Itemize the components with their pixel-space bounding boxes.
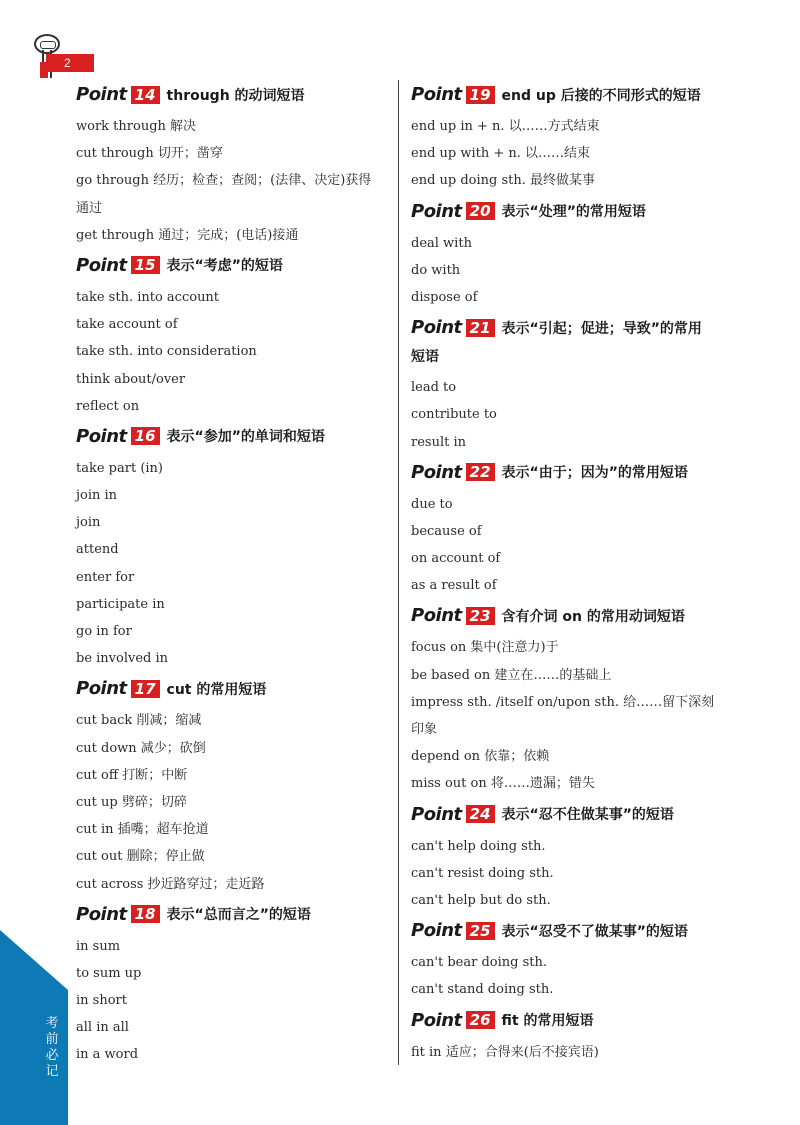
point-heading [411, 81, 731, 108]
point-title: 含有介词 on 的常用动词短语 [501, 608, 685, 625]
phrase-entry: take sth. into consideration [76, 344, 257, 360]
point-label: Point [411, 461, 462, 483]
point-label: Point [411, 803, 462, 825]
point-title: 表示“引起；促进；导致”的常用 [501, 320, 702, 337]
point-title: 表示“考虑”的短语 [166, 258, 283, 275]
phrase-entry: cut off 打断；中断 [76, 767, 188, 783]
point-number-badge: 18 [131, 905, 160, 923]
point-number-badge: 23 [466, 607, 495, 625]
phrase-entry: in sum [76, 938, 121, 954]
phrase-entry: due to [411, 496, 453, 512]
side-tab-label: 考前必记 [45, 1016, 59, 1079]
phrase-entry: 通过 [76, 200, 103, 216]
phrase-entry: end up with + n. 以……结束 [411, 146, 591, 162]
phrase-entry: cut up 劈碎；切碎 [76, 794, 187, 810]
point-heading [411, 801, 731, 828]
phrase-entry: can't resist doing sth. [411, 865, 554, 881]
point-title: through 的动词短语 [166, 87, 305, 104]
phrase-entry: be based on 建立在……的基础上 [411, 667, 612, 683]
point-number-badge: 25 [466, 922, 495, 940]
point-heading [76, 675, 394, 702]
point-label: Point [411, 1009, 462, 1031]
point-number-badge: 15 [131, 256, 160, 274]
point-label: Point [76, 254, 127, 276]
phrase-entry: contribute to [411, 407, 497, 423]
point-heading [76, 423, 394, 450]
point-number-badge: 19 [466, 86, 495, 104]
point-number-badge: 21 [466, 319, 495, 337]
point-heading [76, 252, 394, 279]
point-title: 表示“忍受不了做某事”的短语 [501, 923, 688, 940]
phrase-entry: on account of [411, 551, 501, 567]
phrase-entry: end up doing sth. 最终做某事 [411, 173, 596, 189]
phrase-entry: attend [76, 542, 119, 558]
point-heading [411, 198, 731, 225]
point-label: Point [76, 84, 127, 105]
point-heading [411, 1007, 731, 1034]
phrase-entry: do with [411, 262, 461, 278]
phrase-entry: as a result of [411, 578, 497, 594]
point-number-badge: 17 [131, 680, 160, 698]
phrase-entry: cut down 减少；砍倒 [76, 740, 206, 756]
point-title: cut 的常用短语 [166, 681, 267, 698]
phrase-entry: in short [76, 993, 127, 1009]
point-title-continued: 短语 [411, 349, 439, 366]
phrase-entry: deal with [411, 235, 472, 251]
point-heading [76, 901, 394, 928]
phrase-entry: can't help doing sth. [411, 838, 546, 854]
phrase-entry: go through 经历；检查；查阅；(法律、决定)获得 [76, 173, 372, 189]
phrase-entry: join [76, 515, 101, 531]
phrase-entry: result in [411, 434, 466, 450]
phrase-entry: 印象 [411, 722, 438, 737]
phrase-entry: focus on 集中(注意力)于 [411, 640, 559, 656]
point-title: end up 后接的不同形式的短语 [501, 87, 701, 104]
phrase-entry: cut through 切开；凿穿 [76, 146, 223, 162]
point-title: 表示“忍不住做某事”的短语 [501, 807, 674, 824]
point-title: fit 的常用短语 [501, 1013, 594, 1029]
point-number-badge: 14 [131, 86, 160, 104]
phrase-entry: think about/over [76, 371, 186, 387]
point-title: 表示“总而言之”的短语 [166, 907, 311, 924]
point-number-badge: 20 [466, 202, 495, 220]
phrase-entry: cut out 删除；停止做 [76, 849, 205, 865]
point-number-badge: 26 [466, 1011, 495, 1029]
point-label: Point [411, 84, 462, 105]
point-label: Point [76, 678, 127, 700]
point-heading [76, 81, 394, 108]
left-column [76, 78, 394, 1069]
phrase-entry: can't bear doing sth. [411, 955, 547, 971]
page-number: 2 [46, 54, 94, 72]
point-number-badge: 16 [131, 427, 160, 445]
phrase-entry: work through 解决 [76, 119, 197, 134]
point-heading [411, 314, 731, 341]
phrase-entry: cut across 抄近路穿过；走近路 [76, 876, 265, 892]
phrase-entry: fit in 适应；合得来(后不接宾语) [411, 1044, 599, 1060]
point-number-badge: 22 [466, 463, 495, 481]
phrase-entry: join in [76, 488, 118, 504]
phrase-entry: take account of [76, 317, 178, 333]
phrase-entry: go in for [76, 624, 132, 639]
phrase-entry: depend on 依靠；依赖 [411, 749, 550, 765]
point-label: Point [76, 903, 127, 925]
phrase-entry: take sth. into account [76, 289, 220, 305]
phrase-entry: dispose of [411, 289, 478, 305]
phrase-entry: reflect on [76, 398, 140, 414]
phrase-entry: participate in [76, 596, 165, 612]
point-title: 表示“处理”的常用短语 [501, 204, 646, 221]
phrase-entry: can't help but do sth. [411, 892, 551, 908]
phrase-entry: enter for [76, 569, 135, 585]
point-label: Point [411, 920, 462, 942]
phrase-entry: in a word [76, 1047, 139, 1063]
phrase-entry: because of [411, 523, 482, 539]
point-title: 表示“由于；因为”的常用短语 [501, 465, 688, 482]
phrase-entry: all in all [76, 1020, 129, 1036]
column-divider [398, 80, 399, 1065]
phrase-entry: miss out on 将……遗漏；错失 [411, 776, 595, 792]
right-column [411, 78, 731, 1066]
phrase-entry: impress sth. /itself on/upon sth. 给……留下深刻 [411, 694, 715, 710]
phrase-entry: lead to [411, 380, 457, 396]
phrase-entry: can't stand doing sth. [411, 982, 554, 998]
phrase-entry: cut in 插嘴；超车抢道 [76, 822, 209, 838]
point-number-badge: 24 [466, 805, 495, 823]
phrase-entry: be involved in [76, 651, 169, 667]
point-title: 表示“参加”的单词和短语 [166, 429, 325, 446]
point-heading [411, 459, 731, 486]
point-label: Point [411, 605, 462, 627]
phrase-entry: cut back 削减；缩减 [76, 713, 202, 729]
phrase-entry: to sum up [76, 965, 142, 981]
point-label: Point [76, 425, 127, 447]
phrase-entry: take part (in) [76, 460, 163, 476]
point-label: Point [411, 200, 462, 222]
phrase-entry: end up in + n. 以……方式结束 [411, 119, 600, 134]
point-label: Point [411, 317, 462, 339]
phrase-entry: get through 通过；完成；(电话)接通 [76, 227, 299, 243]
point-heading [411, 602, 731, 629]
point-heading [411, 917, 731, 944]
